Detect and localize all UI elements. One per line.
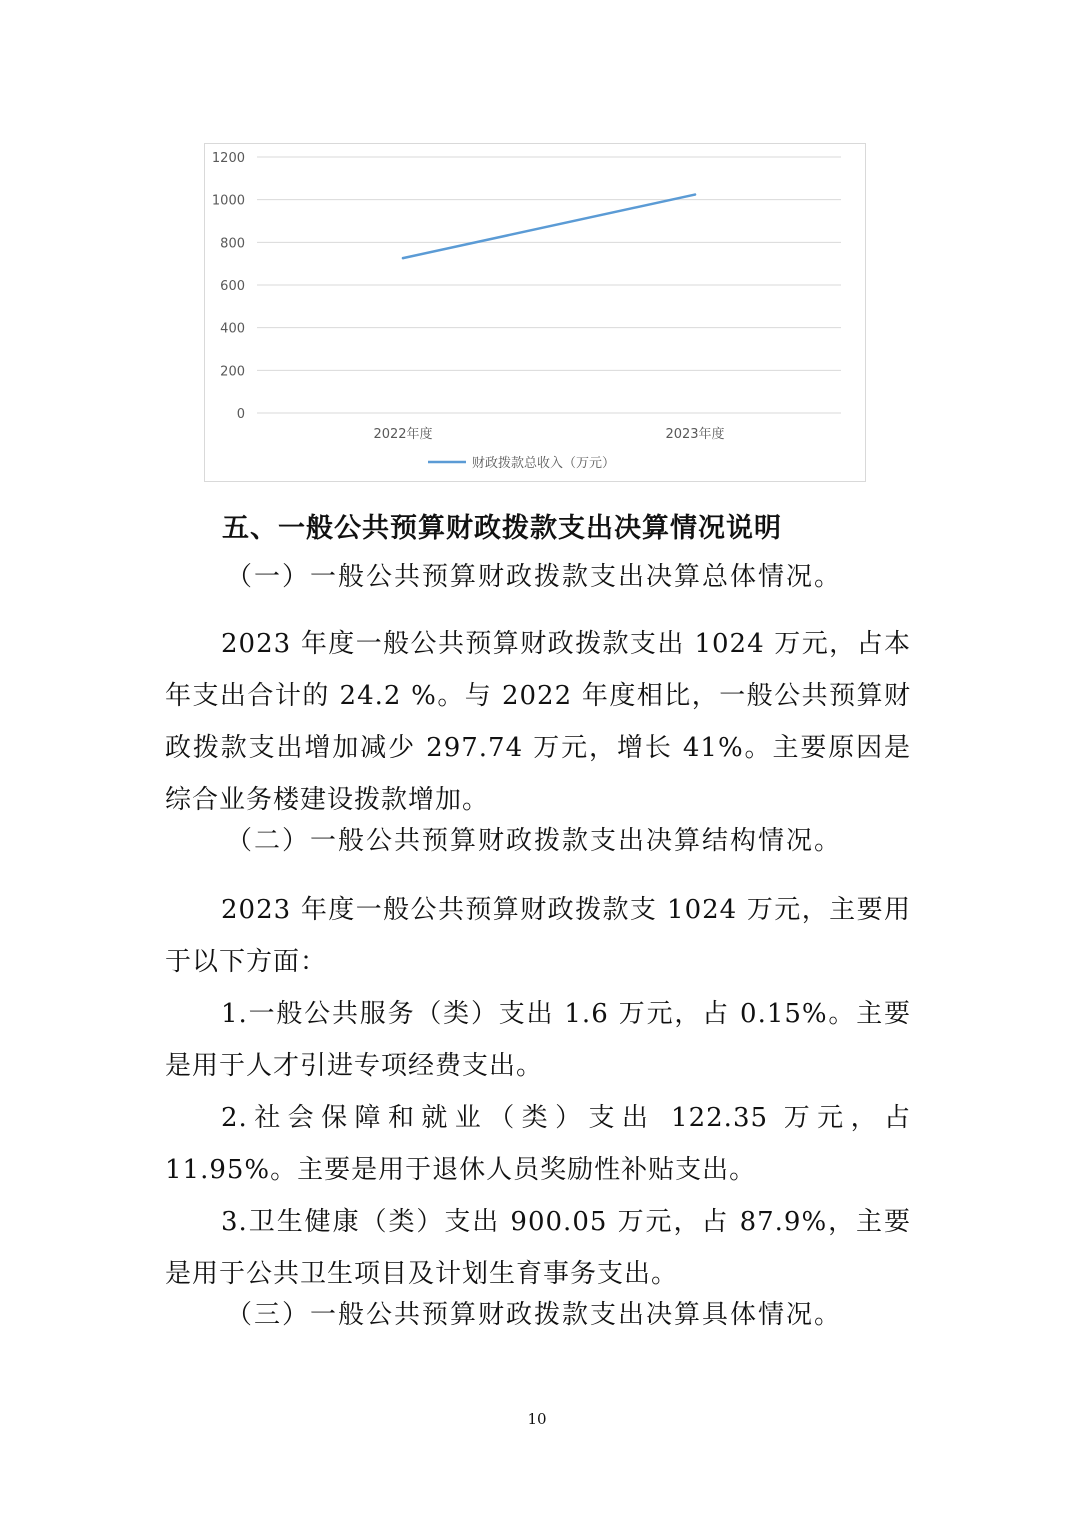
chart-x-ticks <box>373 426 724 442</box>
page-number: 10 <box>527 1410 547 1428</box>
series-point-0-1 <box>694 193 696 195</box>
y-tick-label-400: 400 <box>220 321 245 337</box>
income-line-chart <box>204 143 866 482</box>
y-tick-label-200: 200 <box>220 364 245 380</box>
chart-y-ticks <box>212 151 245 422</box>
y-tick-label-1000: 1000 <box>211 193 245 209</box>
item-general-public-services: 1.一般公共服务（类）支出 1.6 万元，占 0.15%。主要是用于人才引进专项经费支出。 <box>165 999 911 1081</box>
subheading-detail: （三）一般公共预算财政拨款支出决算具体情况。 <box>226 1300 843 1330</box>
series-line-0 <box>403 195 695 259</box>
x-tick-label-1: 2023年度 <box>665 427 725 442</box>
y-tick-label-1200: 1200 <box>211 151 245 166</box>
chart-legend <box>428 455 615 471</box>
paragraph-structure: 2023 年度一般公共预算财政拨款支 1024 万元，主要用于以下方面： <box>165 895 911 977</box>
y-tick-label-800: 800 <box>220 236 245 252</box>
section-heading: 五、一般公共预算财政拨款支出决算情况说明 <box>222 513 782 544</box>
chart-series <box>402 193 696 259</box>
subheading-structure: （二）一般公共预算财政拨款支出决算结构情况。 <box>226 826 843 856</box>
item-social-security: 2.社会保障和就业（类）支出 122.35 万元，占 11.95%。主要是用于退休人员奖励性补贴支出。 <box>165 1103 911 1185</box>
paragraph-overall: 2023 年度一般公共预算财政拨款支出 1024 万元，占本年支出合计的 24.2 %。与 2022 年度相比，一般公共预算财政拨款支出增加减少 297.74 万元，增长 41%。主要原因是综合业务楼建设拨款增加。 <box>165 629 911 815</box>
chart-svg <box>205 144 867 483</box>
series-point-0-0 <box>402 257 404 259</box>
subheading-overall: （一）一般公共预算财政拨款支出决算总体情况。 <box>226 562 843 592</box>
legend-label-0: 财政拨款总收入（万元） <box>472 456 616 471</box>
y-tick-label-0: 0 <box>236 407 245 422</box>
x-tick-label-0: 2022年度 <box>373 427 433 442</box>
item-health: 3.卫生健康（类）支出 900.05 万元，占 87.9%，主要是用于公共卫生项目及计划生育事务支出。 <box>165 1207 911 1289</box>
chart-gridlines <box>257 157 841 413</box>
y-tick-label-600: 600 <box>220 279 245 294</box>
